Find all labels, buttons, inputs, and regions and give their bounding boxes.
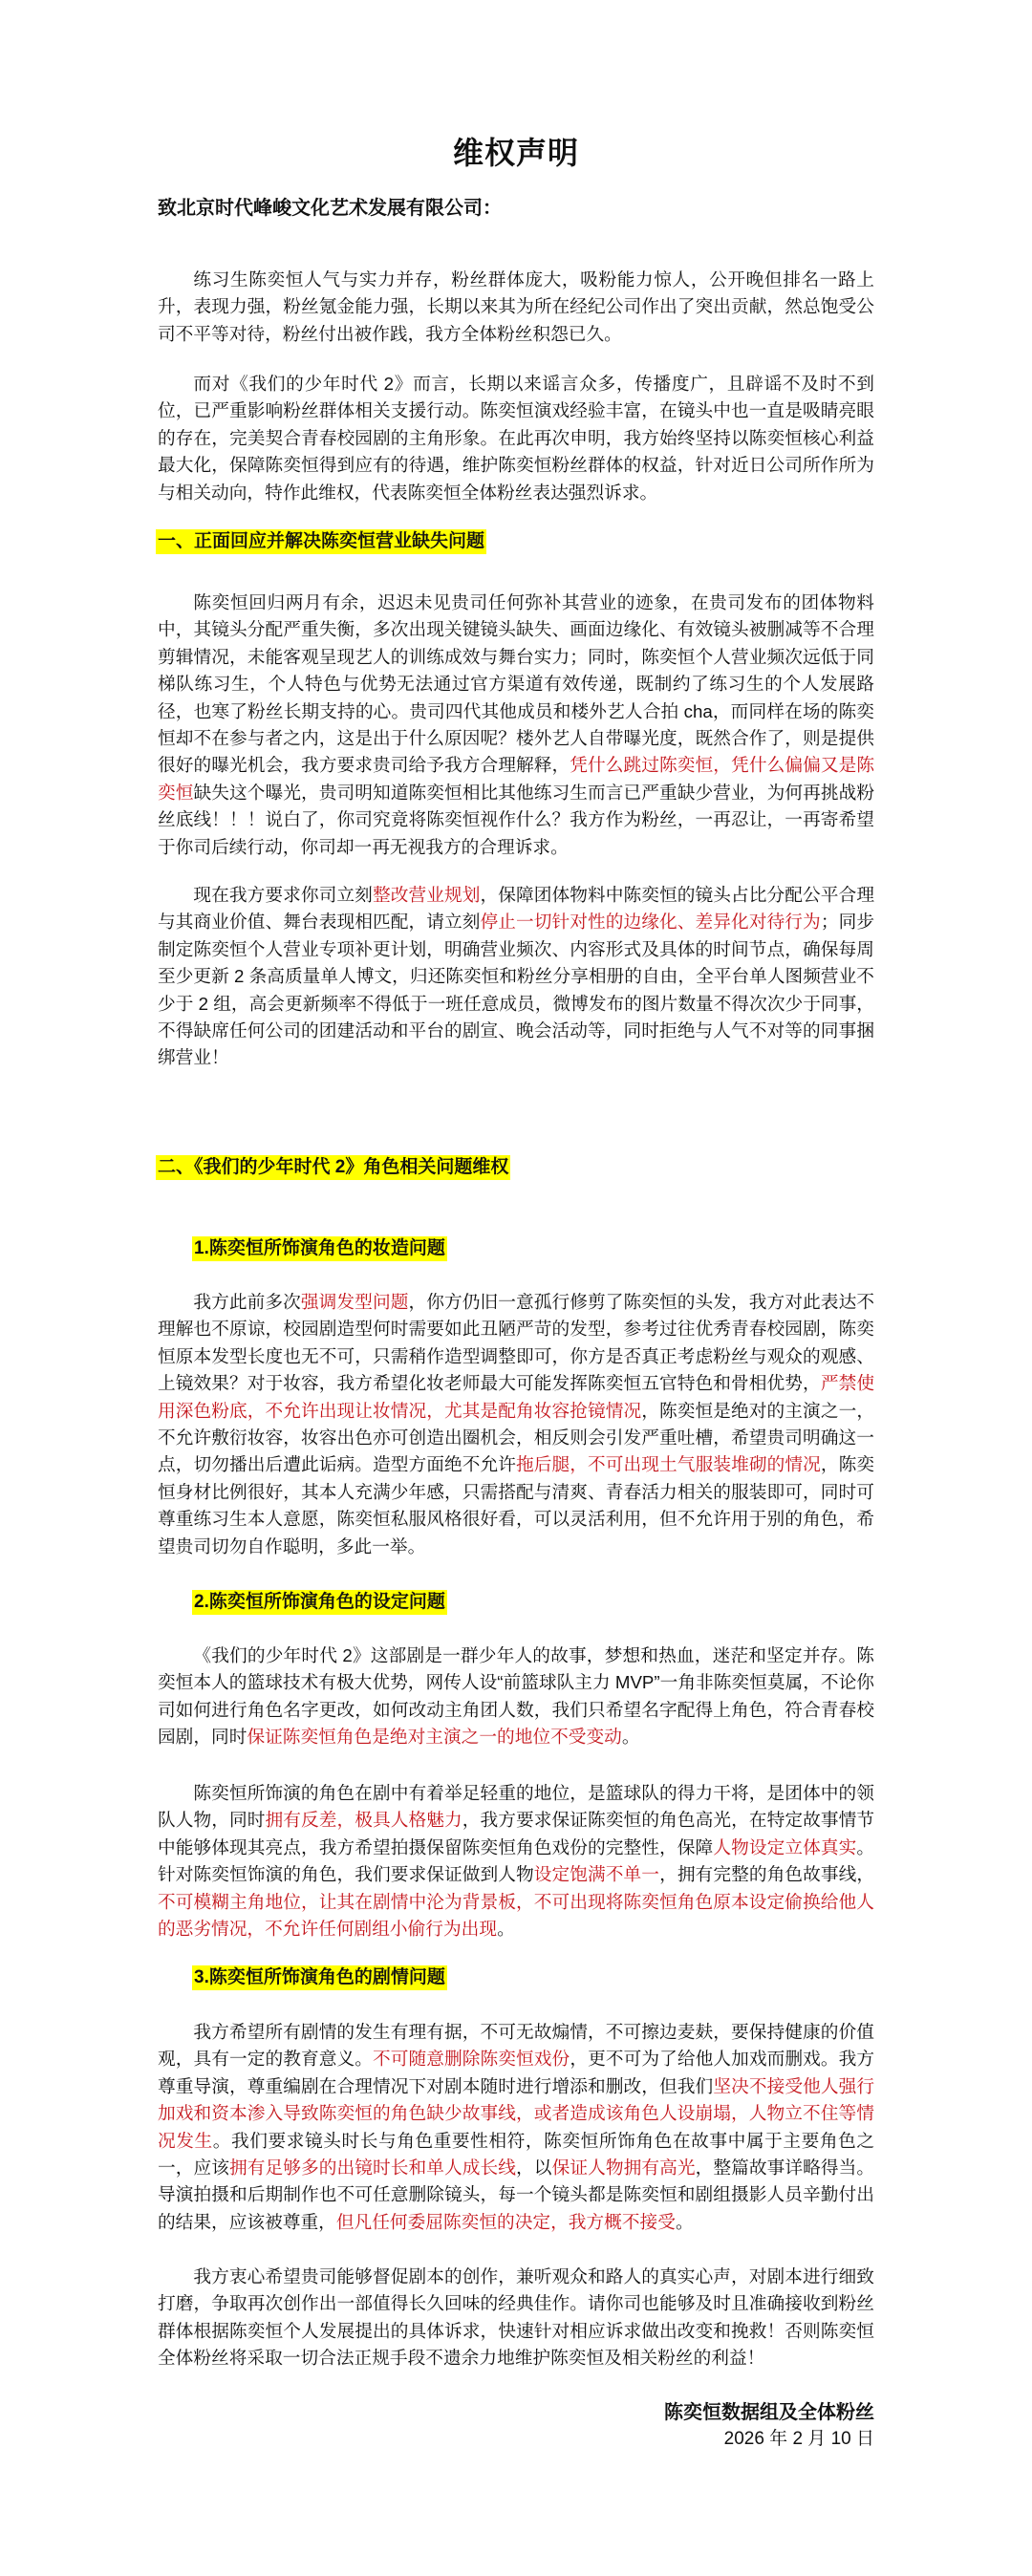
body-text: ，我方要求保证陈奕恒的角色高光，在特定故事情节中能够体现其亮点，我方希望拍摄保留陈奕恒角色戏份的完整性，保障 — [158, 1810, 875, 1857]
body-text: ，拥有完整的角色故事线， — [659, 1864, 875, 1885]
subsection-heading-plot: 3.陈奕恒所饰演角色的剧情问题 — [192, 1965, 447, 1990]
paragraph-styling — [158, 1289, 874, 1560]
body-text: ，陈奕恒是绝对的主演之一，不允许敷衍妆容，妆容出色亦可创造出圈机会，相反则会引发严重吐槽，希望贵司明确这一点，切勿播出后遭此诟病。造型方面绝不允许 — [158, 1400, 875, 1475]
salutation: 致北京时代峰峻文化艺术发展有限公司： — [158, 198, 502, 219]
body-text: 。 — [675, 2211, 694, 2232]
paragraph-intro — [158, 267, 874, 348]
paragraph-demands — [158, 882, 874, 1072]
body-text: 缺失这个曝光，贵司明知道陈奕恒相比其他练习生而言已严重缺少营业，为何再挑战粉丝底线！！！说白了，你司究竟将陈奕恒视作什么？我方作为粉丝，一再忍让，一再寄希望于你司后续行动，你司却一再无视我方的合理诉求。 — [158, 782, 875, 857]
paragraph-character-role — [158, 1780, 874, 1943]
document-title: 维权声明 — [452, 136, 579, 170]
body-text: 我方衷心希望贵司能够督促剧本的创作，兼听观众和路人的真实心声，对剧本进行细致打磨，争取再次创作出一部值得长久回味的经典佳作。请你司也能够及时且准确接收到粉丝群体根据陈奕恒个人发展提出的具体诉求，快速针对相应诉求做出改变和挽救！否则陈奕恒全体粉丝将采取一切合法正规手段不遗余力地维护陈奕恒及相关粉丝的利益！ — [158, 2266, 874, 2369]
emphasized-text: 强调发型问题 — [300, 1292, 409, 1312]
body-text: 我方此前多次 — [193, 1292, 301, 1312]
paragraph-background — [158, 371, 874, 506]
body-text: ，整篇故事详略得当。导演拍摄和后期制作也不可任意删除镜头，每一个镜头都是陈奕恒和剧组摄影人员辛勤付出的结果，应该被尊重， — [158, 2157, 875, 2232]
subsection-heading-styling: 1.陈奕恒所饰演角色的妆造问题 — [192, 1236, 447, 1261]
body-text: 。我们要求镜头时长与角色重要性相符，陈奕恒所饰角色在故事中属于主要角色之一，应该 — [158, 2130, 875, 2179]
body-text: 而对《我们的少年时代 2》而言，长期以来谣言众多，传播度广，且辟谣不及时不到位，已严重影响粉丝群体相关支援行动。陈奕恒演戏经验丰富，在镜头中也一直是吸睛亮眼的存在，完美契合青春校园剧的主角形象。在此再次申明，我方始终坚持以陈奕恒核心利益最大化，保障陈奕恒得到应有的待遇，维护陈奕恒粉丝群体的权益，针对近日公司所作所为与相关动向，特作此维权，代表陈奕恒全体粉丝表达强烈诉求。 — [158, 374, 874, 503]
subsection-heading-setting: 2.陈奕恒所饰演角色的设定问题 — [192, 1590, 447, 1615]
emphasized-text: 不可随意删除陈奕恒戏份 — [373, 2049, 570, 2070]
emphasized-text: 凭什么跳过陈奕恒，凭什么偏偏又是陈奕恒 — [158, 755, 875, 803]
emphasized-text: 保证人物拥有高光 — [551, 2157, 696, 2179]
emphasized-text: 不可模糊主角地位，让其在剧情中沦为背景板，不可出现将陈奕恒角色原本设定偷换给他人的恶劣情况，不允许任何剧组小偷行为出现 — [158, 1891, 874, 1940]
body-text: 陈奕恒回归两月有余，迟迟未见贵司任何弥补其营业的迹象，在贵司发布的团体物料中，其镜头分配严重失衡，多次出现关键镜头缺失、画面边缘化、有效镜头被删减等不合理剪辑情况，未能客观呈现艺人的训练成效与舞台实力；同时，陈奕恒个人营业频次远低于同梯队练习生，个人特色与优势无法通过官方渠道有效传递，既制约了练习生的个人发展路径，也寒了粉丝长期支持的心。贵司四代其他成员和楼外艺人合拍 cha，而同样在场的陈奕恒却不在参与者之内，这是出于什么原因呢？楼外艺人自带曝光度，既然合作了，则是提供很好的曝光机会，我方要求贵司给予我方合理解释， — [158, 592, 874, 776]
body-text: ；同步制定陈奕恒个人营业专项补更计划，明确营业频次、内容形式及具体的时间节点，确保每周至少更新 2 条高质量单人博文，归还陈奕恒和粉丝分享相册的自由，全平台单人图频营业不少于 2 组，高会更新频率不得低于一班任意成员，微博发布的图片数量不得次次少于同事，不得缺席任何公司的团建活动和平台的剧宣、晚会活动等，同时拒绝与人气不对等的同事捆绑营业！ — [158, 912, 875, 1068]
body-text: 。 — [621, 1727, 640, 1748]
signature-date: 2026 年 2 月 10 日 — [723, 2429, 874, 2449]
emphasized-text: 拥有反差，极具人格魅力 — [265, 1810, 462, 1831]
section-heading-1: 一、正面回应并解决陈奕恒营业缺失问题 — [156, 529, 486, 554]
emphasized-text: 停止一切针对性的边缘化、差异化对待行为 — [480, 912, 821, 933]
emphasized-text: 人物设定立体真实 — [713, 1836, 857, 1857]
body-text: 我方希望所有剧情的发生有理有据，不可无故煽情，不可擦边麦麸，要保持健康的价值观，具有一定的教育意义。 — [158, 2022, 874, 2070]
emphasized-text: 拥有足够多的出镜时长和单人成长线 — [229, 2157, 517, 2179]
body-text: ，更不可为了给他人加戏而删戏。我方尊重导演，尊重编剧在合理情况下对剧本随时进行增添和删改，但我们 — [158, 2049, 875, 2096]
body-text: 。针对陈奕恒饰演的角色，我们要求保证做到人物 — [158, 1836, 875, 1885]
body-text: 陈奕恒所饰演的角色在剧中有着举足轻重的地位，是篮球队的得力干将，是团体中的领队人物，同时 — [158, 1783, 874, 1831]
paragraph-plot — [158, 2019, 874, 2236]
emphasized-text: 坚决不接受他人强行加戏和资本渗入导致陈奕恒的角色缺少故事线，或者造成该角色人设崩塌，人物立不住等情况发生 — [158, 2075, 875, 2151]
paragraph-setting — [158, 1642, 874, 1751]
section-heading-2: 二、《我们的少年时代 2》角色相关问题维权 — [156, 1155, 510, 1180]
body-text: 现在我方要求你司立刻 — [193, 885, 373, 905]
body-text: ，你方仍旧一意孤行修剪了陈奕恒的头发，我方对此表达不理解也不原谅，校园剧造型何时需要如此丑陋严苛的发型，参考过往优秀青春校园剧，陈奕恒原本发型长度也无不可，只需稍作造型调整即可，你方是否真正考虑粉丝与观众的观感、上镜效果？对于妆容，我方希望化妆老师最大可能发挥陈奕恒五官特色和骨相优势， — [158, 1292, 875, 1394]
body-text: 练习生陈奕恒人气与实力并存，粉丝群体庞大，吸粉能力惊人，公开晚但排名一路上升，表现力强，粉丝氪金能力强，长期以来其为所在经纪公司作出了突出贡献，然总饱受公司不平等对待，粉丝付出被作践，我方全体粉丝积怨已久。 — [158, 269, 874, 344]
emphasized-text: 保证陈奕恒角色是绝对主演之一的地位不受变动 — [247, 1727, 622, 1748]
signature: 陈奕恒数据组及全体粉丝 — [664, 2402, 874, 2423]
body-text: ，保障团体物料中陈奕恒的镜头占比分配公平合理与其商业价值、舞台表现相匹配，请立刻 — [158, 885, 875, 933]
body-text: ，以 — [516, 2157, 552, 2179]
body-text: 。 — [497, 1919, 515, 1940]
emphasized-text: 拖后腿，不可出现土气服装堆砌的情况 — [516, 1454, 821, 1475]
paragraph-closing — [158, 2264, 874, 2372]
emphasized-text: 但凡任何委屈陈奕恒的决定，我方概不接受 — [335, 2211, 676, 2232]
body-text: 《我们的少年时代 2》这部剧是一群少年人的故事，梦想和热血，迷茫和坚定并存。陈奕恒本人的篮球技术有极大优势，网传人设“前篮球队主力 MVP”一角非陈奕恒莫属，不论你司如何进行角色名字更改，如何改动主角团人数，我们只希望名字配得上角色，符合青春校园剧，同时 — [158, 1645, 874, 1748]
emphasized-text: 设定饱满不单一 — [533, 1864, 660, 1885]
body-text: ，陈奕恒身材比例很好，其本人充满少年感，只需搭配与清爽、青春活力相关的服装即可，同时可尊重练习生本人意愿，陈奕恒私服风格很好看，可以灵活利用，但不允许用于别的角色，希望贵司切勿自作聪明，多此一举。 — [158, 1454, 875, 1556]
emphasized-text: 整改营业规划 — [372, 885, 481, 905]
paragraph-exposure-complaint — [158, 590, 874, 861]
emphasized-text: 严禁使用深色粉底，不允许出现让妆情况，尤其是配角妆容抢镜情况 — [158, 1373, 875, 1421]
